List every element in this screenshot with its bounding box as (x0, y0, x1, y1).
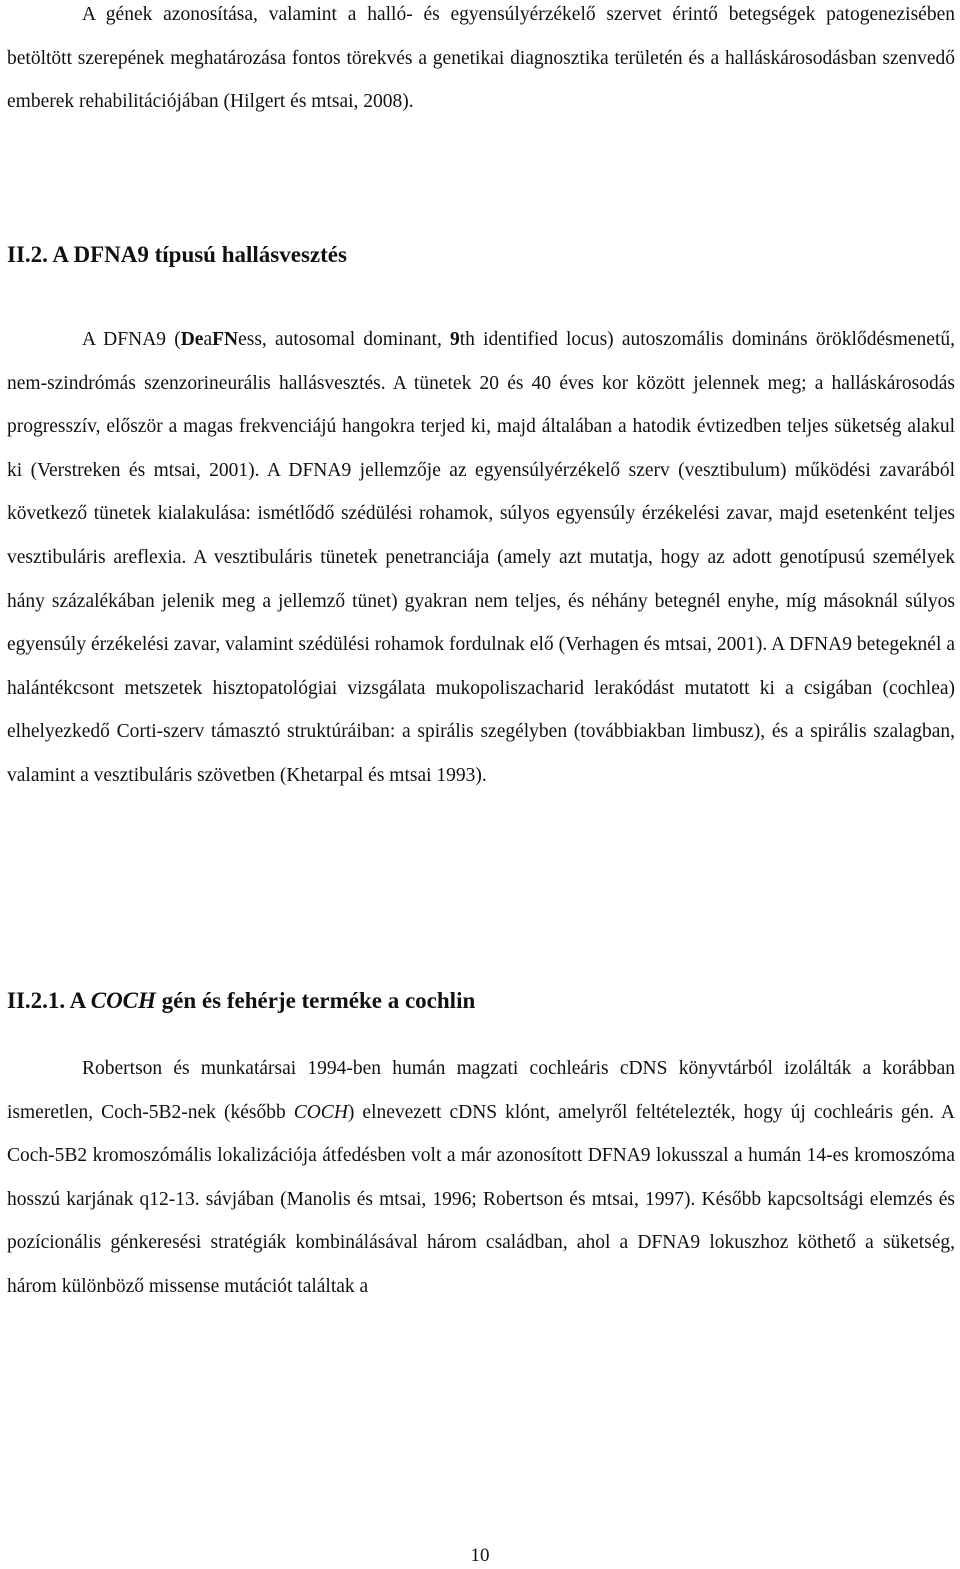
heading-text: II.2.1. A (7, 988, 91, 1013)
text-run: ess, autosomal dominant, (238, 329, 451, 350)
text-run: A DFNA9 ( (82, 329, 181, 350)
gene-name-italic: COCH (90, 988, 156, 1013)
text-run: a (203, 329, 213, 350)
acronym-letter-9: 9 (450, 329, 460, 350)
section-heading-dfna9: II.2. A DFNA9 típusú hallásvesztés (7, 242, 347, 267)
section-heading-coch (7, 986, 475, 1016)
intro-paragraph: A gének azonosítása, valamint a halló- és egyensúlyérzékelő szervet érintő betegségek patogenezisében betöltött szerepének meghatározása fontos törekvés a genetikai diagnosztika területén és a halláskárosodásban szenvedő emberek rehabilitációjában (Hilgert és mtsai, 2008). (7, 4, 955, 113)
page-number: 10 (470, 1545, 490, 1566)
text-run: ) elnevezett cDNS klónt, amelyről feltételezték, hogy új cochleáris gén. A Coch-5B2 kromoszómális lokalizációja átfedésben volt a már azonosított DFNA9 lokusszal a humán 14-es kromoszóma hosszú karjának q12-13. sávjában (Manolis és mtsai, 1996; Robertson és mtsai, 1997). Később kapcsoltsági elemzés és pozícionális génkeresési stratégiák kombinálásával három családban, ahol a DFNA9 lokuszhoz köthető a süketség, három különböző missense mutációt találtak a (7, 1101, 955, 1297)
dfna9-paragraph (7, 318, 955, 798)
heading-text: gén és fehérje terméke a cochlin (155, 988, 476, 1013)
text-run: th identified locus) autoszomális domináns öröklődésmenetű, nem-szindrómás szenzorineurális hallásvesztés. A tünetek 20 és 40 éves kor között jelennek meg; a halláskárosodás progresszív, először a magas frekvenciájú hangokra terjed ki, majd általában a hatodik évtizedben teljes süketség alakul ki (Verstreken és mtsai, 2001). A DFNA9 jellemzője az egyensúlyérzékelő szerv (vesztibulum) működési zavarából következő tünetek kialakulása: ismétlődő szédülési rohamok, súlyos egyensúly érzékelési zavar, majd esetenként teljes vesztibuláris areflexia. A vesztibuláris tünetek penetranciája (amely azt mutatja, hogy az adott genotípusú személyek hány százalékában jelenik meg a jellemző tünet) gyakran nem teljes, és néhány betegnél enyhe, míg másoknál súlyos egyensúly érzékelési zavar, valamint szédülési rohamok fordulnak elő (Verhagen és mtsai, 2001). A DFNA9 betegeknél a halántékcsont metszetek hisztopatológiai vizsgálata mukopoliszacharid lerakódást mutatott ki a csigában (cochlea) elhelyezkedő Corti-szerv támasztó struktúráiban: a spirális szegélyben (továbbiakban limbusz), és a spirális szalagban, valamint a vesztibuláris szövetben (Khetarpal és mtsai 1993). (7, 329, 955, 786)
acronym-letters-fn: FN (212, 329, 239, 350)
coch-paragraph (7, 1047, 955, 1309)
acronym-letters-de: De (180, 329, 204, 350)
gene-name-italic: COCH (293, 1101, 348, 1123)
text-run: Robertson és munkatársai 1994-ben humán magzati cochleáris cDNS könyvtárból izolálták a korábban ismeretlen, Coch-5B2-nek (később (7, 1058, 955, 1123)
